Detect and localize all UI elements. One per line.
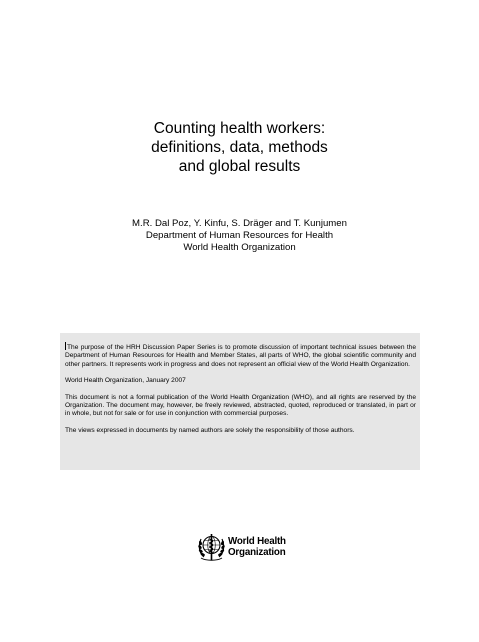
notice-date-line: World Health Organization, January 2007 (65, 377, 186, 385)
who-logo-text (228, 537, 286, 558)
logo-line-2: Organization (228, 546, 286, 558)
logo-line-1: World Health (228, 536, 286, 547)
text-cursor (65, 342, 66, 350)
title-line-2: definitions, data, methods (151, 139, 328, 156)
notice-purpose-text: The purpose of the HRH Discussion Paper Series is to promote discussion of important technical issues between the Department of Human Resources for Health and Member States, all parts of WHO, the global scientific community and other partners. It represents work in progress and does not represent an official view of the World Health Organization. (65, 344, 416, 368)
document-title (0, 119, 479, 176)
title-line-1: Counting health workers: (153, 120, 326, 137)
notice-purpose-paragraph (65, 342, 416, 369)
notice-disclaimer-paragraph: The views expressed in documents by named authors are solely the responsibility of those authors. (65, 426, 355, 434)
author-names: M.R. Dal Poz, Y. Kinfu, S. Dräger and T. Kunjumen (132, 218, 347, 229)
author-organization: World Health Organization (183, 242, 296, 253)
notice-rights-paragraph: This document is not a formal publication of the World Health Organization (WHO), and all rights are reserved by the Organization. The document may, however, be freely reviewed, abstracted, quoted, reproduced or translated, in part or in whole, but not for sale or for use in conjunction with commercial purposes. (65, 393, 416, 418)
who-emblem-icon (195, 530, 228, 563)
author-department: Department of Human Resources for Health (145, 230, 334, 241)
who-logo (195, 530, 295, 566)
notice-box (60, 333, 420, 470)
title-line-3: and global results (178, 158, 301, 175)
author-block (0, 218, 479, 254)
